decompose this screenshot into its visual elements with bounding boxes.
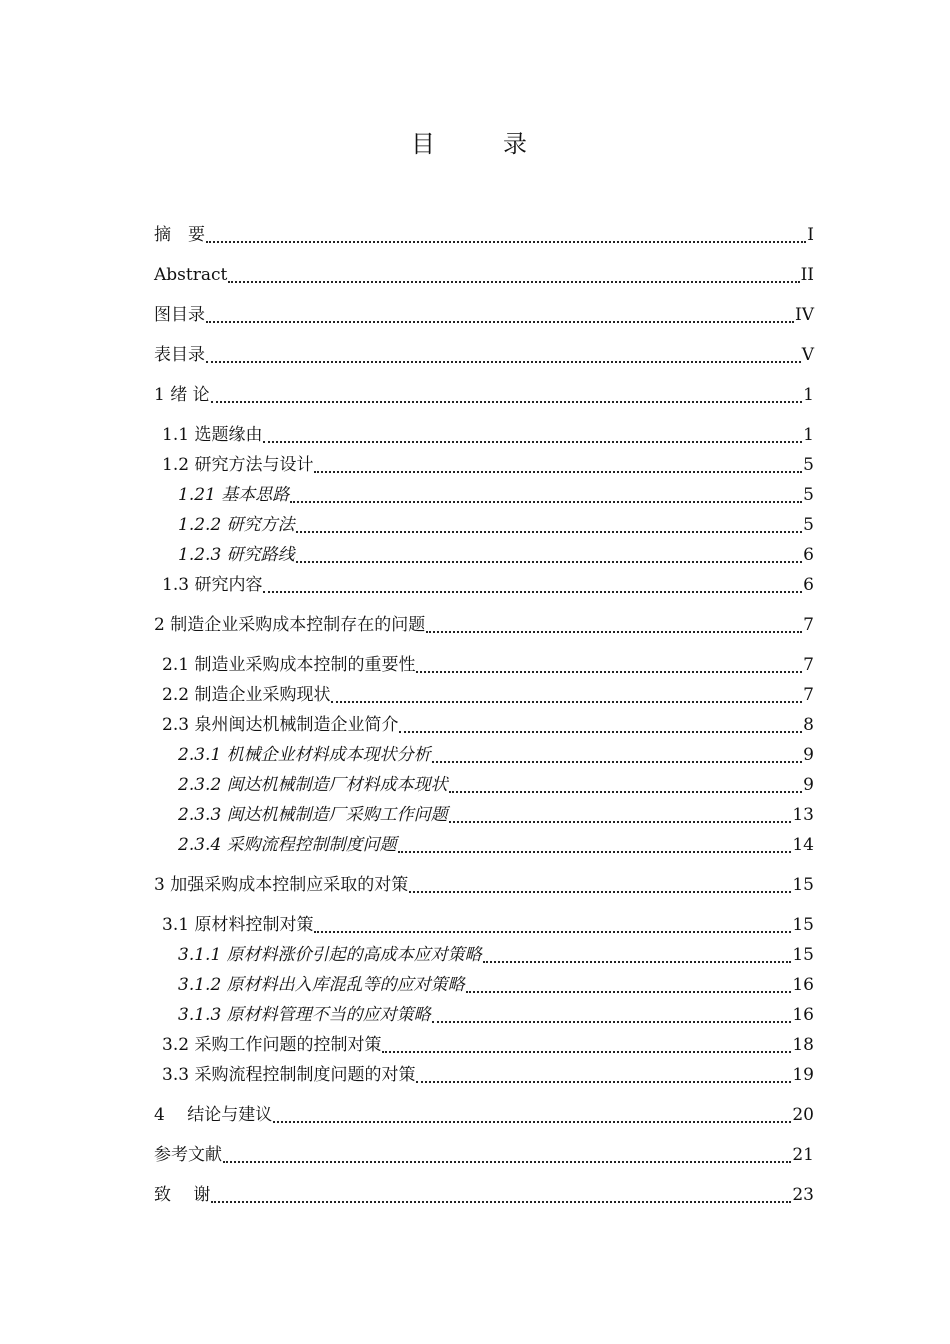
toc-entry-page: 15 [792, 945, 814, 965]
toc-leader-dots [263, 440, 802, 443]
toc-entry-page: I [807, 225, 814, 245]
toc-entry-page: IV [795, 305, 814, 325]
toc-entry-page: 15 [792, 875, 814, 895]
toc-entry[interactable] [154, 870, 814, 900]
toc-leader-dots [206, 320, 794, 323]
toc-entry[interactable] [154, 800, 814, 830]
toc-entry[interactable] [154, 740, 814, 770]
toc-entry-label: 2.3 泉州闽达机械制造企业简介 [162, 715, 399, 735]
toc-entry-page: V [801, 345, 814, 365]
toc-leader-dots [206, 360, 801, 363]
toc-entry-label: Abstract [154, 265, 228, 285]
toc-entry-label: 1.2.3 研究路线 [178, 545, 295, 565]
toc-entry-page: 1 [803, 385, 814, 405]
toc-entry[interactable] [154, 340, 814, 370]
toc-entry[interactable] [154, 830, 814, 860]
toc-entry-label: 4 结论与建议 [154, 1105, 273, 1125]
toc-entry-label: 3.1.3 原材料管理不当的应对策略 [178, 1005, 431, 1025]
toc-entry[interactable] [154, 680, 814, 710]
toc-leader-dots [211, 400, 803, 403]
toc-leader-dots [432, 1020, 792, 1023]
toc-entry-label: 摘 要 [154, 225, 205, 245]
toc-entry-page: 7 [803, 655, 814, 675]
toc-entry-page: 8 [803, 715, 814, 735]
toc-entry[interactable] [154, 1100, 814, 1130]
toc-entry[interactable] [154, 910, 814, 940]
toc-entry[interactable] [154, 570, 814, 600]
toc-entry[interactable] [154, 610, 814, 640]
toc-entry[interactable] [154, 480, 814, 510]
toc-leader-dots [331, 700, 802, 703]
toc-leader-dots [206, 240, 806, 243]
toc-entry-page: 23 [792, 1185, 814, 1205]
toc-entry-label: 2.3.2 闽达机械制造厂材料成本现状 [178, 775, 448, 795]
toc-entry-label: 致 谢 [154, 1185, 211, 1205]
toc-entry-page: 18 [792, 1035, 814, 1055]
toc-entry-page: 20 [792, 1105, 814, 1125]
toc-entry-label: 2.3.3 闽达机械制造厂采购工作问题 [178, 805, 448, 825]
toc-entry[interactable] [154, 260, 814, 290]
toc-leader-dots [263, 590, 802, 593]
toc-leader-dots [416, 670, 802, 673]
toc-entry-label: 3.3 采购流程控制制度问题的对策 [162, 1065, 416, 1085]
toc-leader-dots [416, 1080, 791, 1083]
toc-leader-dots [426, 630, 802, 633]
toc-entry-label: 1.3 研究内容 [162, 575, 263, 595]
toc-entry-label: 1.21 基本思路 [178, 485, 290, 505]
toc-leader-dots [449, 820, 792, 823]
toc-entry-label: 2 制造企业采购成本控制存在的问题 [154, 615, 426, 635]
toc-entry[interactable] [154, 1180, 814, 1210]
toc-leader-dots [211, 1200, 791, 1203]
toc-entry-page: 15 [792, 915, 814, 935]
toc-entry[interactable] [154, 650, 814, 680]
toc-entry-page: 7 [803, 615, 814, 635]
toc-entry[interactable] [154, 540, 814, 570]
toc-entry-label: 2.1 制造业采购成本控制的重要性 [162, 655, 416, 675]
toc-leader-dots [314, 470, 802, 473]
toc-entry-label: 表目录 [154, 345, 205, 365]
toc-leader-dots [399, 730, 802, 733]
table-of-contents [154, 220, 814, 1210]
toc-entry[interactable] [154, 1000, 814, 1030]
toc-entry-label: 3.2 采购工作问题的控制对策 [162, 1035, 382, 1055]
toc-entry-label: 3 加强采购成本控制应采取的对策 [154, 875, 409, 895]
toc-entry-page: 6 [803, 575, 814, 595]
toc-leader-dots [290, 500, 802, 503]
toc-entry[interactable] [154, 510, 814, 540]
toc-entry-page: 5 [803, 515, 814, 535]
toc-leader-dots [483, 960, 792, 963]
toc-leader-dots [382, 1050, 791, 1053]
toc-leader-dots [273, 1120, 791, 1123]
toc-entry-label: 1.2.2 研究方法 [178, 515, 295, 535]
toc-entry-page: 19 [792, 1065, 814, 1085]
toc-entry-page: 7 [803, 685, 814, 705]
toc-entry-label: 2.3.4 采购流程控制制度问题 [178, 835, 397, 855]
toc-leader-dots [228, 280, 799, 283]
toc-entry-page: 16 [792, 975, 814, 995]
toc-entry-page: 5 [803, 485, 814, 505]
toc-leader-dots [296, 530, 803, 533]
toc-entry[interactable] [154, 770, 814, 800]
toc-entry-label: 3.1.2 原材料出入库混乱等的应对策略 [178, 975, 465, 995]
toc-entry-label: 3.1 原材料控制对策 [162, 915, 314, 935]
toc-entry-page: 9 [803, 745, 814, 765]
toc-entry-page: 21 [792, 1145, 814, 1165]
toc-leader-dots [296, 560, 803, 563]
toc-leader-dots [314, 930, 791, 933]
toc-leader-dots [466, 990, 792, 993]
toc-entry[interactable] [154, 970, 814, 1000]
toc-entry-page: 14 [792, 835, 814, 855]
toc-title: 目 录 [411, 130, 549, 158]
toc-entry[interactable] [154, 300, 814, 330]
toc-entry-label: 1.1 选题缘由 [162, 425, 263, 445]
toc-entry[interactable] [154, 220, 814, 250]
toc-leader-dots [398, 850, 792, 853]
toc-entry-label: 2.3.1 机械企业材料成本现状分析 [178, 745, 431, 765]
toc-entry-page: 5 [803, 455, 814, 475]
toc-entry[interactable] [154, 420, 814, 450]
toc-entry[interactable] [154, 710, 814, 740]
toc-entry-label: 图目录 [154, 305, 205, 325]
toc-entry-label: 2.2 制造企业采购现状 [162, 685, 331, 705]
toc-entry-page: 1 [803, 425, 814, 445]
toc-entry-label: 1 绪 论 [154, 385, 210, 405]
toc-entry[interactable] [154, 1060, 814, 1090]
toc-entry-label: 参考文献 [154, 1145, 222, 1165]
toc-entry-label: 1.2 研究方法与设计 [162, 455, 314, 475]
toc-leader-dots [432, 760, 803, 763]
toc-entry-page: II [800, 265, 814, 285]
toc-entry-page: 16 [792, 1005, 814, 1025]
toc-entry[interactable] [154, 1140, 814, 1170]
toc-entry[interactable] [154, 1030, 814, 1060]
toc-leader-dots [223, 1160, 791, 1163]
toc-leader-dots [409, 890, 791, 893]
toc-entry-page: 9 [803, 775, 814, 795]
toc-entry[interactable] [154, 940, 814, 970]
toc-leader-dots [449, 790, 803, 793]
toc-entry[interactable] [154, 450, 814, 480]
toc-entry-label: 3.1.1 原材料涨价引起的高成本应对策略 [178, 945, 482, 965]
toc-entry-page: 13 [792, 805, 814, 825]
toc-entry-page: 6 [803, 545, 814, 565]
toc-entry[interactable] [154, 380, 814, 410]
